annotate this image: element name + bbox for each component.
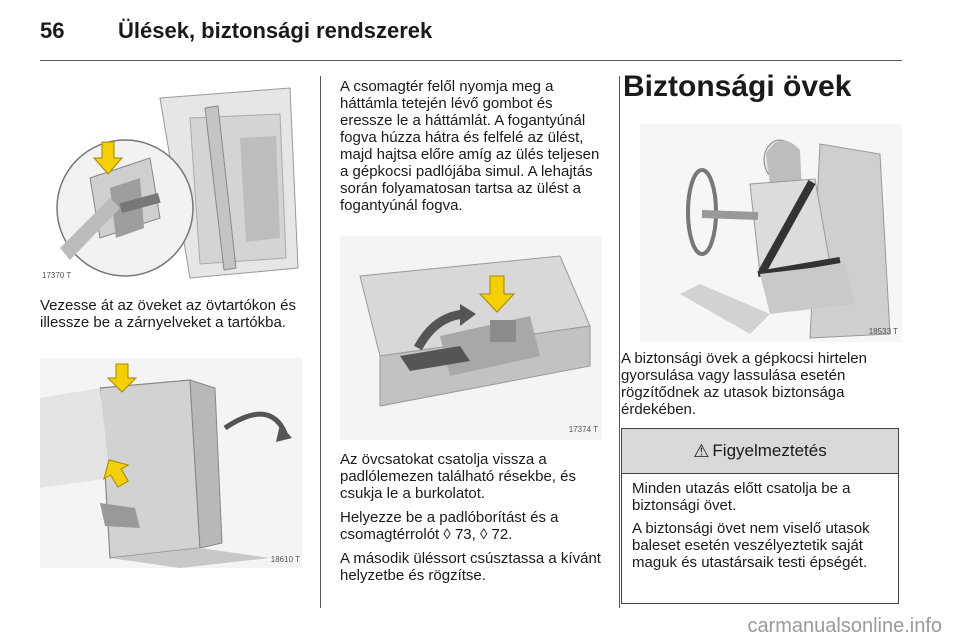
paragraph: A második üléssort csúsztassa a kívánt helyzetbe és rögzítse.	[340, 550, 601, 584]
warning-triangle-icon: ⚠	[693, 440, 710, 461]
paragraph: Helyezze be a padlóborítást és a csomagtérrolót ◊ 73, ◊ 72.	[340, 509, 559, 543]
figure-belt-holder	[40, 78, 302, 284]
warning-paragraph: A biztonsági övet nem viselő utasok baleset esetén veszélyeztetik saját maguk és utastársaik testi épségét.	[632, 520, 870, 571]
figure-code: 18533 T	[868, 327, 898, 336]
section-title: Biztonsági övek	[623, 70, 852, 103]
page-title: Ülések, biztonsági rendszerek	[118, 18, 433, 43]
figure-floor-panel	[340, 236, 602, 440]
paragraph: A csomagtér felől nyomja meg a háttámla tetején lévő gombot és eressze le a háttámlát. A fogantyúnál fogva húzza hátra és felfelé az ülést, majd hajtsa előre amíg az ülés teljesen a gépkocsi padlójába simul. A lehajtás során folyamatosan tartsa az ülést a fogantyúnál fogva.	[340, 78, 600, 214]
warning-box	[621, 428, 899, 604]
figure-code: 17370 T	[42, 271, 72, 280]
warning-paragraph: Minden utazás előtt csatolja be a biztonsági övet.	[632, 480, 851, 514]
watermark: carmanualsonline.info	[747, 615, 942, 637]
seat-belt-driver-illustration	[640, 124, 902, 342]
column-divider-2	[619, 76, 620, 608]
header-rule	[40, 60, 902, 61]
warning-header	[622, 429, 898, 474]
figure-code: 17374 T	[568, 425, 598, 434]
paragraph: Vezesse át az öveket az övtartókon és illessze be a zárnyelveket a tartókba.	[40, 297, 296, 331]
seat-backrest-illustration	[40, 358, 302, 568]
warning-body	[622, 474, 898, 571]
figure-seat-belt-driver	[640, 124, 902, 342]
belt-holder-illustration	[40, 78, 302, 284]
page-number: 56	[40, 18, 65, 43]
warning-title: Figyelmeztetés	[712, 441, 827, 460]
floor-panel-illustration	[340, 236, 602, 440]
column-divider-1	[320, 76, 321, 608]
paragraph: Az övcsatokat csatolja vissza a padlólemezen található résekbe, és csukja le a burkolatot.	[340, 451, 576, 502]
figure-code: 18610 T	[270, 555, 300, 564]
paragraph: A biztonsági övek a gépkocsi hirtelen gyorsulása vagy lassulása esetén rögzítődnek az utasok biztonsága érdekében.	[621, 350, 867, 418]
figure-seat-backrest	[40, 358, 302, 568]
